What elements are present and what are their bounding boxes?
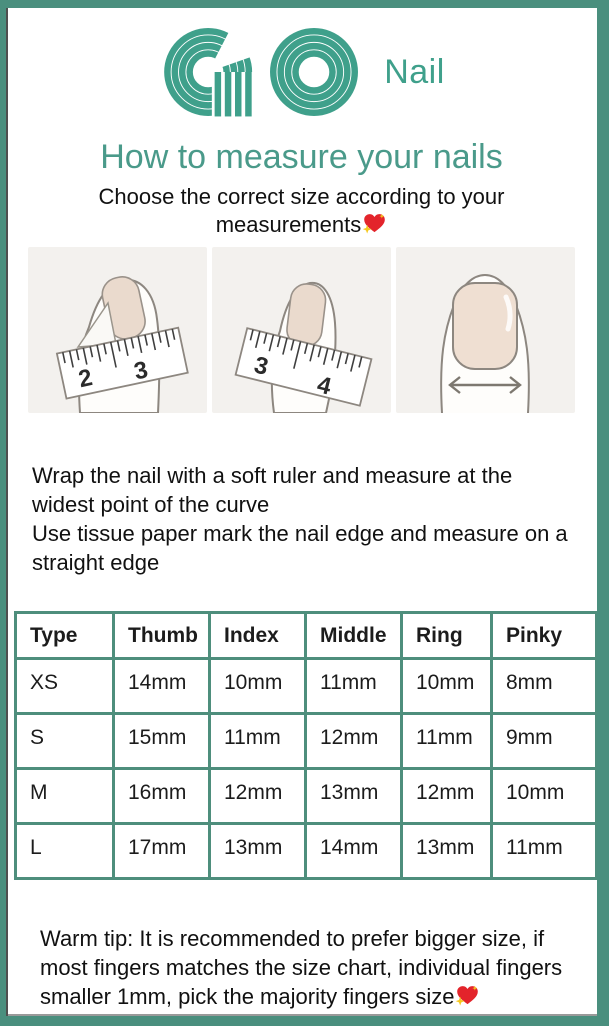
size-type: S (16, 714, 114, 769)
table-row (16, 714, 597, 769)
instruction-line-2: Use tissue paper mark the nail edge and measure on a straight edge (32, 521, 568, 575)
col-header-thumb: Thumb (114, 613, 210, 659)
ruler-number: 3 (131, 356, 151, 386)
table-header-row (16, 613, 597, 659)
size-value: 13mm (210, 824, 306, 879)
brand-name: Nail (384, 52, 445, 91)
col-header-pinky: Pinky (492, 613, 597, 659)
page-title: How to measure your nails (100, 138, 503, 176)
size-type: L (16, 824, 114, 879)
ruler-number: 3 (251, 351, 271, 381)
table-row (16, 659, 597, 714)
warm-tip-text: Warm tip: It is recommended to prefer bigger size, if most fingers matches the size chart, individual fingers smaller 1mm, pick the majority fingers size (40, 926, 563, 1009)
table-row (16, 769, 597, 824)
ruler-number: 4 (314, 371, 334, 401)
finger-ruler-illustration-2 (212, 247, 391, 413)
size-type: XS (16, 659, 114, 714)
size-chart-table (14, 611, 598, 880)
size-value: 12mm (306, 714, 402, 769)
sparkling-heart-icon (455, 984, 480, 1008)
instructions (32, 461, 573, 577)
col-header-index: Index (210, 613, 306, 659)
size-value: 17mm (114, 824, 210, 879)
size-value: 10mm (492, 769, 597, 824)
size-value: 8mm (492, 659, 597, 714)
size-value: 9mm (492, 714, 597, 769)
size-type: M (16, 769, 114, 824)
col-header-ring: Ring (402, 613, 492, 659)
size-value: 10mm (402, 659, 492, 714)
logo-letter-g-icon (158, 22, 262, 122)
ruler-number: 2 (76, 364, 95, 394)
size-value: 11mm (306, 659, 402, 714)
nail-width-arrow-illustration (396, 247, 575, 413)
warm-tip (40, 924, 573, 1011)
size-value: 11mm (492, 824, 597, 879)
instruction-line-1: Wrap the nail with a soft ruler and measure at the widest point of the curve (32, 463, 513, 517)
subtitle-text: Choose the correct size according to your measurements (98, 184, 505, 237)
size-value: 12mm (402, 769, 492, 824)
finger-ruler-illustration-1 (28, 247, 207, 413)
size-value: 13mm (306, 769, 402, 824)
col-header-type: Type (16, 613, 114, 659)
size-value: 10mm (210, 659, 306, 714)
size-value: 11mm (210, 714, 306, 769)
size-value: 15mm (114, 714, 210, 769)
subtitle (62, 183, 542, 239)
size-value: 13mm (402, 824, 492, 879)
logo-letter-o-icon (264, 22, 364, 122)
size-value: 11mm (402, 714, 492, 769)
table-row (16, 824, 597, 879)
go-logo-icon (158, 22, 364, 122)
measurement-illustrations (6, 247, 597, 413)
size-value: 14mm (306, 824, 402, 879)
size-value: 16mm (114, 769, 210, 824)
size-value: 14mm (114, 659, 210, 714)
sparkling-heart-icon (362, 212, 387, 236)
brand-header (6, 22, 597, 122)
col-header-middle: Middle (306, 613, 402, 659)
size-value: 12mm (210, 769, 306, 824)
